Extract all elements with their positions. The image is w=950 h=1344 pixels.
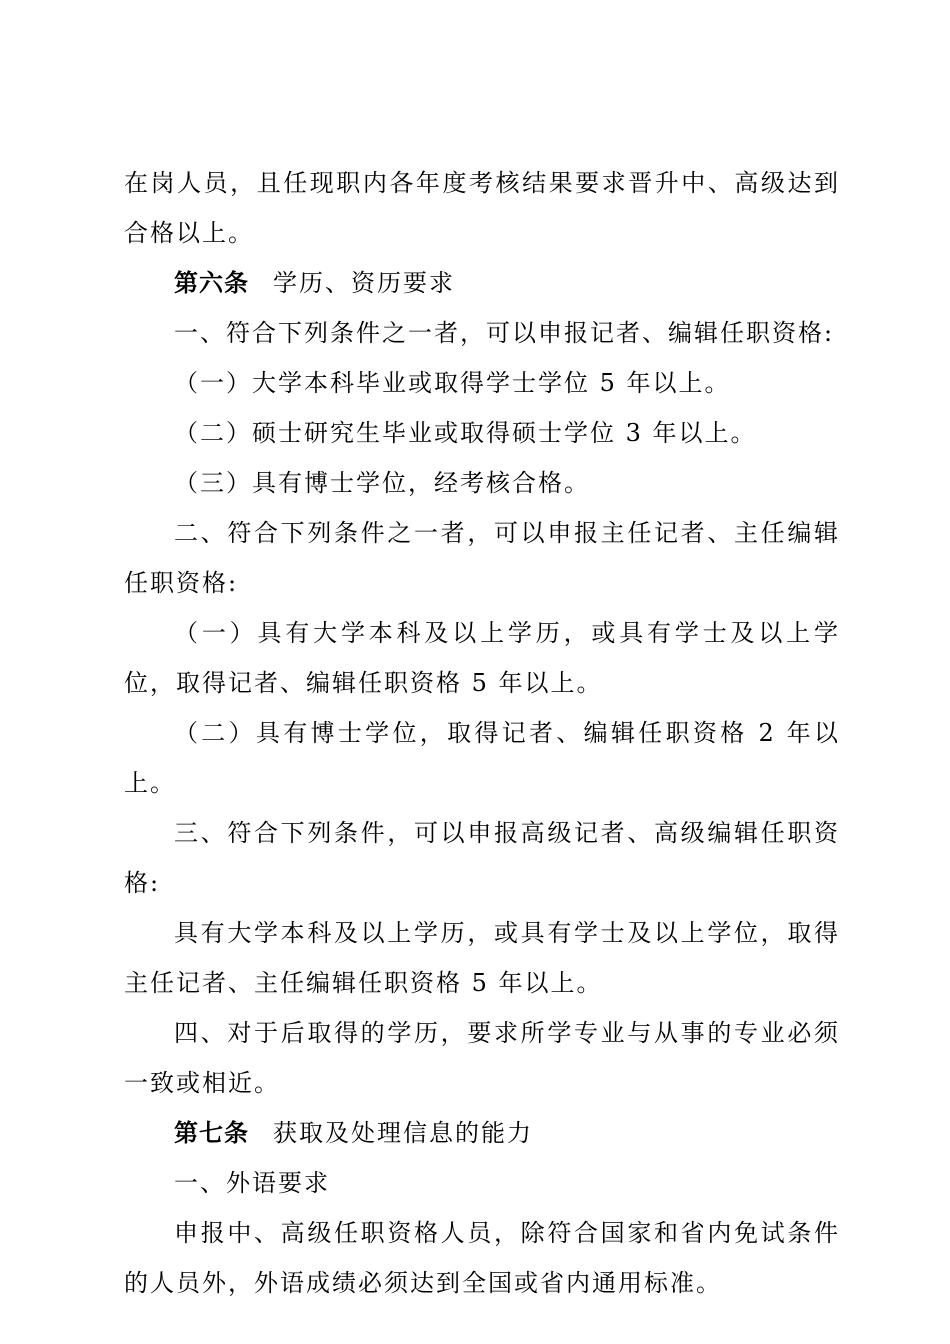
paragraph-8 [124,608,840,708]
article-title: 学历、资历要求 [273,269,455,297]
paragraph-9 [124,708,840,808]
paragraph-6 [124,458,840,508]
paragraph-text: 一、外语要求 [174,1169,330,1197]
paragraph-text: 申报中、高级任职资格人员，除符合国家和省内免试条件的人员外，外语成绩必须达到全国或省内通用标准。 [124,1219,840,1297]
paragraph-text: 三、符合下列条件，可以申报高级记者、高级编辑任职资格: [124,819,840,897]
paragraph-14 [124,1158,840,1208]
paragraph-text: 四、对于后取得的学历，要求所学专业与从事的专业必须一致或相近。 [124,1019,840,1097]
paragraph-text: （二）硕士研究生毕业或取得硕士学位 3 年以上。 [174,419,757,447]
paragraph-text: （一）大学本科毕业或取得学士学位 5 年以上。 [174,369,731,397]
paragraph-text: 在岗人员，且任现职内各年度考核结果要求晋升中、高级达到合格以上。 [124,169,840,247]
paragraph-text: 具有大学本科及以上学历，或具有学士及以上学位，取得主任记者、主任编辑任职资格 5 年以上。 [124,919,840,997]
paragraph-11 [124,908,840,1008]
paragraph-text: 二、符合下列条件之一者，可以申报主任记者、主任编辑任职资格: [124,519,840,597]
paragraph-3 [124,308,840,358]
paragraph-text: （二）具有博士学位，取得记者、编辑任职资格 2 年以上。 [124,719,840,797]
paragraph-4 [124,358,840,408]
paragraph-text: （三）具有博士学位，经考核合格。 [174,469,590,497]
paragraph-10 [124,808,840,908]
paragraph-15 [124,1208,840,1308]
article-title: 获取及处理信息的能力 [273,1119,533,1147]
paragraph-7 [124,508,840,608]
paragraph-12 [124,1008,840,1108]
article-7-heading [124,1108,840,1158]
article-6-heading [124,258,840,308]
article-number: 第六条 [174,269,249,297]
paragraph-5 [124,408,840,458]
article-number: 第七条 [174,1119,249,1147]
paragraph-text: 一、符合下列条件之一者，可以申报记者、编辑任职资格: [174,319,835,347]
document-page [124,158,840,1308]
paragraph-text: （一）具有大学本科及以上学历，或具有学士及以上学位，取得记者、编辑任职资格 5 年以上。 [124,619,840,697]
paragraph-1 [124,158,840,258]
